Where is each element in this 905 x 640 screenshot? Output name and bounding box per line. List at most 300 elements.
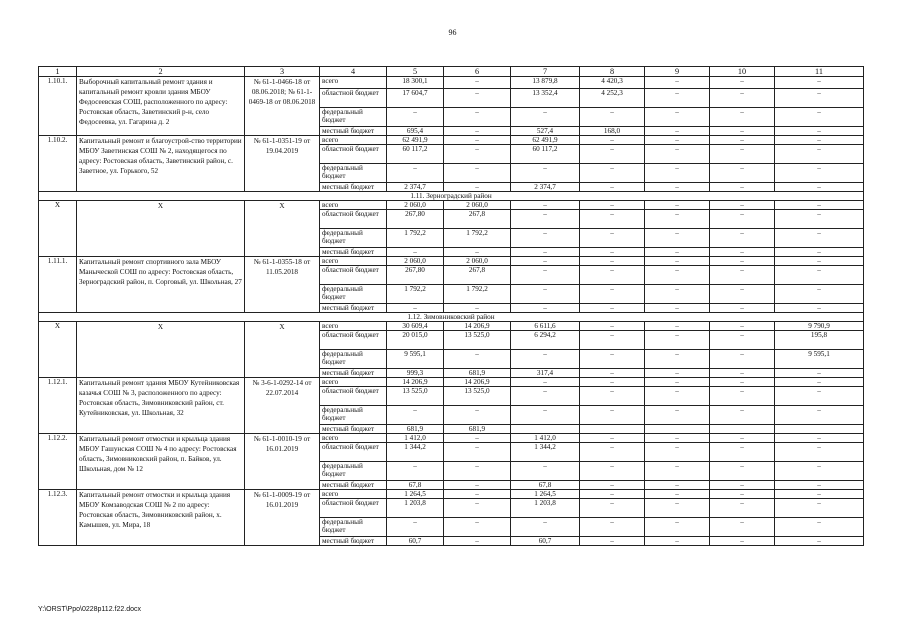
amount-cell: – (645, 304, 710, 313)
amount-cell: – (775, 89, 864, 108)
amount-cell: 9 595,1 (387, 350, 444, 369)
column-header-11: 11 (775, 67, 864, 77)
amount-cell: 13 352,4 (511, 89, 580, 108)
amount-cell: – (645, 77, 710, 89)
amount-cell: – (580, 331, 645, 350)
table-row (39, 257, 864, 266)
table-header-row (39, 67, 864, 77)
amount-cell: – (710, 499, 775, 518)
amount-cell: – (645, 322, 710, 331)
budget-source-label: местный бюджет (320, 537, 387, 546)
amount-cell: – (775, 266, 864, 285)
amount-cell: 30 609,4 (387, 322, 444, 331)
amount-cell: – (444, 462, 511, 481)
amount-cell: 681,9 (444, 425, 511, 434)
amount-cell: 20 015,0 (387, 331, 444, 350)
amount-cell: – (710, 387, 775, 406)
column-header-6: 6 (444, 67, 511, 77)
budget-source-label: областной бюджет (320, 331, 387, 350)
amount-cell: – (511, 518, 580, 537)
budget-source-label: федеральный бюджет (320, 108, 387, 127)
amount-cell: – (775, 462, 864, 481)
amount-cell: – (444, 136, 511, 145)
amount-cell: – (444, 108, 511, 127)
item-description: Капитальный ремонт спортивного зала МБОУ Маныческой СОШ по адресу: Ростовская область, Зерноградский район, п. Сорговый, ул. Школьная, 27 (77, 257, 245, 313)
amount-cell: 267,8 (444, 266, 511, 285)
amount-cell: 2 060,0 (444, 201, 511, 210)
budget-source-label: местный бюджет (320, 304, 387, 313)
amount-cell: 60,7 (511, 537, 580, 546)
amount-cell: – (511, 201, 580, 210)
amount-cell: – (775, 108, 864, 127)
amount-cell (511, 425, 580, 434)
table-row (39, 490, 864, 499)
amount-cell: 4 252,3 (580, 89, 645, 108)
amount-cell: 2 060,0 (387, 201, 444, 210)
amount-cell: 527,4 (511, 127, 580, 136)
amount-cell: – (645, 537, 710, 546)
amount-cell: – (645, 331, 710, 350)
amount-cell: 2 374,7 (387, 183, 444, 192)
amount-cell: – (580, 145, 645, 164)
column-header-1: 1 (39, 67, 77, 77)
amount-cell: – (511, 387, 580, 406)
amount-cell: – (645, 136, 710, 145)
amount-cell: 999,3 (387, 369, 444, 378)
amount-cell: – (775, 248, 864, 257)
amount-cell: – (580, 499, 645, 518)
amount-cell: 14 206,9 (444, 378, 511, 387)
amount-cell: 1 792,2 (387, 285, 444, 304)
budget-source-label: областной бюджет (320, 210, 387, 229)
amount-cell: – (645, 210, 710, 229)
amount-cell: – (645, 518, 710, 537)
amount-cell: – (645, 257, 710, 266)
permit-number: X (245, 322, 320, 378)
amount-cell: – (387, 304, 444, 313)
item-description: Капитальный ремонт отмостки и крыльца здания МБОУ Комзаводская СОШ № 2 по адресу: Ростовская область, Зимовниковский район, х. Камышев, ул. Мира, 18 (77, 490, 245, 546)
region-title: 1.11. Зерноградский район (39, 192, 864, 201)
budget-source-label: всего (320, 490, 387, 499)
budget-source-label: местный бюджет (320, 425, 387, 434)
budget-source-label: местный бюджет (320, 127, 387, 136)
budget-source-label: всего (320, 434, 387, 443)
amount-cell: 62 491,9 (511, 136, 580, 145)
amount-cell: – (580, 481, 645, 490)
amount-cell: – (580, 387, 645, 406)
item-number: 1.12.3. (39, 490, 77, 546)
amount-cell: 1 792,2 (444, 285, 511, 304)
budget-source-label: федеральный бюджет (320, 350, 387, 369)
amount-cell: 695,4 (387, 127, 444, 136)
amount-cell (710, 425, 775, 434)
page-number: 96 (448, 28, 457, 37)
amount-cell: 1 412,0 (511, 434, 580, 443)
budget-source-label: областной бюджет (320, 499, 387, 518)
amount-cell: – (511, 462, 580, 481)
amount-cell: 2 060,0 (444, 257, 511, 266)
permit-number: № 61-1-0355-18 от 11.05.2018 (245, 257, 320, 313)
amount-cell: – (580, 434, 645, 443)
amount-cell: – (511, 229, 580, 248)
amount-cell: – (387, 406, 444, 425)
amount-cell: – (710, 257, 775, 266)
table-row (39, 77, 864, 89)
amount-cell: 1 264,5 (387, 490, 444, 499)
amount-cell: – (775, 434, 864, 443)
budget-source-label: областной бюджет (320, 145, 387, 164)
item-number: 1.12.1. (39, 378, 77, 434)
amount-cell: – (710, 369, 775, 378)
amount-cell: – (710, 108, 775, 127)
budget-source-label: местный бюджет (320, 248, 387, 257)
permit-number: № 61-1-0466-18 от 08.06.2018; № 61-1-0469-18 от 08.06.2018 (245, 77, 320, 136)
amount-cell: – (511, 108, 580, 127)
amount-cell: – (645, 490, 710, 499)
amount-cell: 67,8 (387, 481, 444, 490)
table-row (39, 136, 864, 145)
column-header-2: 2 (77, 67, 245, 77)
amount-cell: – (775, 257, 864, 266)
amount-cell: 17 604,7 (387, 89, 444, 108)
permit-number: № 3-6-1-0292-14 от 22.07.2014 (245, 378, 320, 434)
amount-cell: – (387, 518, 444, 537)
amount-cell: 9 595,1 (775, 350, 864, 369)
amount-cell: – (775, 145, 864, 164)
amount-cell: – (580, 443, 645, 462)
amount-cell: – (645, 108, 710, 127)
item-number: X (39, 322, 77, 378)
amount-cell: – (511, 378, 580, 387)
item-description: Капитальный ремонт отмостки и крыльца здания МБОУ Гашунская СОШ № 4 по адресу: Ростовская область, Зимовниковский район, п. Байков, ул. Школьная, дом № 12 (77, 434, 245, 490)
funding-table (38, 66, 864, 546)
amount-cell: 1 344,2 (387, 443, 444, 462)
budget-source-label: областной бюджет (320, 443, 387, 462)
amount-cell: – (387, 248, 444, 257)
amount-cell: – (580, 369, 645, 378)
amount-cell: – (511, 248, 580, 257)
amount-cell: – (645, 369, 710, 378)
amount-cell: – (444, 443, 511, 462)
amount-cell: – (645, 89, 710, 108)
amount-cell: – (645, 350, 710, 369)
amount-cell: – (511, 266, 580, 285)
amount-cell: – (775, 304, 864, 313)
region-row (39, 192, 864, 201)
amount-cell: – (645, 443, 710, 462)
budget-source-label: всего (320, 322, 387, 331)
amount-cell: – (387, 164, 444, 183)
column-header-10: 10 (710, 67, 775, 77)
amount-cell: – (710, 443, 775, 462)
amount-cell: – (710, 248, 775, 257)
column-header-4: 4 (320, 67, 387, 77)
amount-cell: – (580, 229, 645, 248)
amount-cell: 681,9 (444, 369, 511, 378)
budget-source-label: федеральный бюджет (320, 462, 387, 481)
amount-cell: – (511, 304, 580, 313)
amount-cell: – (775, 499, 864, 518)
amount-cell: – (444, 304, 511, 313)
amount-cell: 681,9 (387, 425, 444, 434)
amount-cell: – (580, 490, 645, 499)
amount-cell: – (775, 183, 864, 192)
amount-cell: – (775, 387, 864, 406)
amount-cell: – (775, 285, 864, 304)
amount-cell: – (775, 201, 864, 210)
amount-cell: – (645, 229, 710, 248)
amount-cell: 1 792,2 (387, 229, 444, 248)
amount-cell: – (710, 229, 775, 248)
amount-cell: 13 879,8 (511, 77, 580, 89)
amount-cell (580, 425, 645, 434)
budget-source-label: областной бюджет (320, 266, 387, 285)
amount-cell: – (710, 378, 775, 387)
column-header-8: 8 (580, 67, 645, 77)
column-header-5: 5 (387, 67, 444, 77)
amount-cell: – (444, 490, 511, 499)
amount-cell: 1 344,2 (511, 443, 580, 462)
amount-cell: 13 525,0 (444, 387, 511, 406)
amount-cell (645, 425, 710, 434)
budget-source-label: всего (320, 378, 387, 387)
budget-source-label: федеральный бюджет (320, 229, 387, 248)
budget-source-label: местный бюджет (320, 369, 387, 378)
amount-cell: 1 203,8 (387, 499, 444, 518)
amount-cell: 2 374,7 (511, 183, 580, 192)
amount-cell: – (710, 304, 775, 313)
amount-cell: 4 420,3 (580, 77, 645, 89)
amount-cell: – (580, 183, 645, 192)
permit-number: № 61-1-0010-19 от 16.01.2019 (245, 434, 320, 490)
amount-cell: – (775, 518, 864, 537)
amount-cell: – (645, 378, 710, 387)
amount-cell: – (775, 378, 864, 387)
column-header-3: 3 (245, 67, 320, 77)
amount-cell: 60 117,2 (387, 145, 444, 164)
amount-cell: – (710, 322, 775, 331)
amount-cell: – (580, 518, 645, 537)
amount-cell: – (710, 183, 775, 192)
amount-cell: – (775, 127, 864, 136)
amount-cell: – (710, 350, 775, 369)
amount-cell: – (580, 164, 645, 183)
amount-cell: – (580, 378, 645, 387)
amount-cell: – (580, 257, 645, 266)
amount-cell: 1 412,0 (387, 434, 444, 443)
table-row (39, 322, 864, 331)
amount-cell: – (580, 322, 645, 331)
item-number: 1.12.2. (39, 434, 77, 490)
budget-source-label: всего (320, 77, 387, 89)
amount-cell: – (645, 201, 710, 210)
amount-cell: – (444, 481, 511, 490)
amount-cell: – (775, 481, 864, 490)
amount-cell: – (710, 164, 775, 183)
amount-cell: 267,8 (444, 210, 511, 229)
amount-cell: – (710, 331, 775, 350)
amount-cell: – (775, 369, 864, 378)
amount-cell: – (645, 164, 710, 183)
amount-cell: – (645, 406, 710, 425)
amount-cell: – (444, 434, 511, 443)
amount-cell: – (444, 145, 511, 164)
table-row (39, 378, 864, 387)
amount-cell: – (775, 537, 864, 546)
amount-cell: 195,8 (775, 331, 864, 350)
amount-cell: – (710, 462, 775, 481)
amount-cell: – (710, 201, 775, 210)
amount-cell: – (775, 229, 864, 248)
permit-number: № 61-1-0351-19 от 19.04.2019 (245, 136, 320, 192)
amount-cell: – (444, 183, 511, 192)
amount-cell: – (645, 127, 710, 136)
budget-source-label: федеральный бюджет (320, 285, 387, 304)
amount-cell: – (710, 434, 775, 443)
amount-cell: 317,4 (511, 369, 580, 378)
budget-source-label: местный бюджет (320, 183, 387, 192)
item-description: Капитальный ремонт здания МБОУ Кутейниковская казачья СОШ № 3, расположенного по адресу: Ростовская область, Зимовниковский район, ст. Кутейниковская, ул. Школьная, 32 (77, 378, 245, 434)
amount-cell: – (710, 406, 775, 425)
amount-cell: 6 611,6 (511, 322, 580, 331)
amount-cell: – (710, 285, 775, 304)
amount-cell: – (444, 406, 511, 425)
amount-cell: 1 264,5 (511, 490, 580, 499)
item-number: 1.10.1. (39, 77, 77, 136)
item-number: X (39, 201, 77, 257)
amount-cell: 2 060,0 (387, 257, 444, 266)
item-description: Выборочный капитальный ремонт здания и капитальный ремонт кровли здания МБОУ Федосеевская СОШ, расположенного по адресу: Ростовская область, Заветинский р-н, село Федосеевка, ул. Гагарина д. 2 (77, 77, 245, 136)
budget-source-label: всего (320, 201, 387, 210)
table-row (39, 434, 864, 443)
column-header-9: 9 (645, 67, 710, 77)
file-path-footer: Y:\ORST\Ppo\0228p112.f22.docx (38, 606, 141, 613)
amount-cell: – (775, 164, 864, 183)
amount-cell: 13 525,0 (387, 387, 444, 406)
amount-cell: – (580, 266, 645, 285)
amount-cell: 14 206,9 (444, 322, 511, 331)
amount-cell: – (444, 499, 511, 518)
amount-cell: – (645, 183, 710, 192)
amount-cell: – (645, 387, 710, 406)
amount-cell: – (580, 285, 645, 304)
region-title: 1.12. Зимовниковский район (39, 313, 864, 322)
amount-cell: – (710, 77, 775, 89)
budget-source-label: федеральный бюджет (320, 164, 387, 183)
amount-cell: – (580, 201, 645, 210)
amount-cell: – (580, 210, 645, 229)
amount-cell: – (775, 77, 864, 89)
amount-cell: – (710, 481, 775, 490)
amount-cell: – (645, 499, 710, 518)
amount-cell: – (775, 210, 864, 229)
amount-cell: – (580, 462, 645, 481)
amount-cell: – (645, 481, 710, 490)
amount-cell: – (645, 434, 710, 443)
amount-cell: 267,80 (387, 210, 444, 229)
amount-cell: 9 790,9 (775, 322, 864, 331)
amount-cell: – (444, 350, 511, 369)
amount-cell: – (710, 145, 775, 164)
amount-cell: – (444, 518, 511, 537)
budget-source-label: федеральный бюджет (320, 518, 387, 537)
item-description: Капитальный ремонт и благоустрой-ство территории МБОУ Заветинская СОШ № 2, находящегося по адресу: Ростовская область, Заветинский район, с. Заветное, ул. Горького, 52 (77, 136, 245, 192)
item-description: X (77, 201, 245, 257)
amount-cell: 62 491,9 (387, 136, 444, 145)
amount-cell: 60,7 (387, 537, 444, 546)
amount-cell: – (444, 164, 511, 183)
amount-cell: – (710, 266, 775, 285)
amount-cell: 67,8 (511, 481, 580, 490)
amount-cell: – (580, 304, 645, 313)
amount-cell: 6 294,2 (511, 331, 580, 350)
amount-cell: – (580, 108, 645, 127)
budget-source-label: областной бюджет (320, 387, 387, 406)
region-row (39, 313, 864, 322)
budget-source-label: местный бюджет (320, 481, 387, 490)
budget-source-label: областной бюджет (320, 89, 387, 108)
amount-cell: 168,0 (580, 127, 645, 136)
amount-cell: – (645, 285, 710, 304)
budget-source-label: федеральный бюджет (320, 406, 387, 425)
amount-cell: – (444, 89, 511, 108)
item-number: 1.11.1. (39, 257, 77, 313)
amount-cell: – (511, 164, 580, 183)
amount-cell: – (710, 89, 775, 108)
amount-cell: – (645, 248, 710, 257)
column-header-7: 7 (511, 67, 580, 77)
amount-cell: – (775, 136, 864, 145)
amount-cell: – (387, 108, 444, 127)
permit-number: № 61-1-0009-19 от 16.01.2019 (245, 490, 320, 546)
budget-source-label: всего (320, 257, 387, 266)
amount-cell: – (580, 406, 645, 425)
amount-cell: – (710, 537, 775, 546)
amount-cell: 60 117,2 (511, 145, 580, 164)
budget-source-label: всего (320, 136, 387, 145)
table-body (39, 67, 864, 546)
amount-cell: – (444, 127, 511, 136)
amount-cell: 14 206,9 (387, 378, 444, 387)
amount-cell: – (444, 537, 511, 546)
amount-cell: – (710, 127, 775, 136)
amount-cell: – (775, 490, 864, 499)
table-row (39, 201, 864, 210)
permit-number: X (245, 201, 320, 257)
amount-cell: – (511, 406, 580, 425)
amount-cell: – (645, 266, 710, 285)
item-number: 1.10.2. (39, 136, 77, 192)
amount-cell: – (580, 350, 645, 369)
item-description: X (77, 322, 245, 378)
amount-cell: – (511, 285, 580, 304)
amount-cell: – (511, 350, 580, 369)
amount-cell: 267,80 (387, 266, 444, 285)
amount-cell: 1 792,2 (444, 229, 511, 248)
amount-cell: – (511, 257, 580, 266)
amount-cell: – (387, 462, 444, 481)
amount-cell: – (710, 518, 775, 537)
amount-cell: – (444, 77, 511, 89)
amount-cell: – (775, 406, 864, 425)
amount-cell: – (710, 136, 775, 145)
amount-cell (775, 425, 864, 434)
amount-cell: – (645, 462, 710, 481)
amount-cell: – (710, 490, 775, 499)
amount-cell: 1 203,8 (511, 499, 580, 518)
amount-cell: – (645, 145, 710, 164)
amount-cell: – (710, 210, 775, 229)
